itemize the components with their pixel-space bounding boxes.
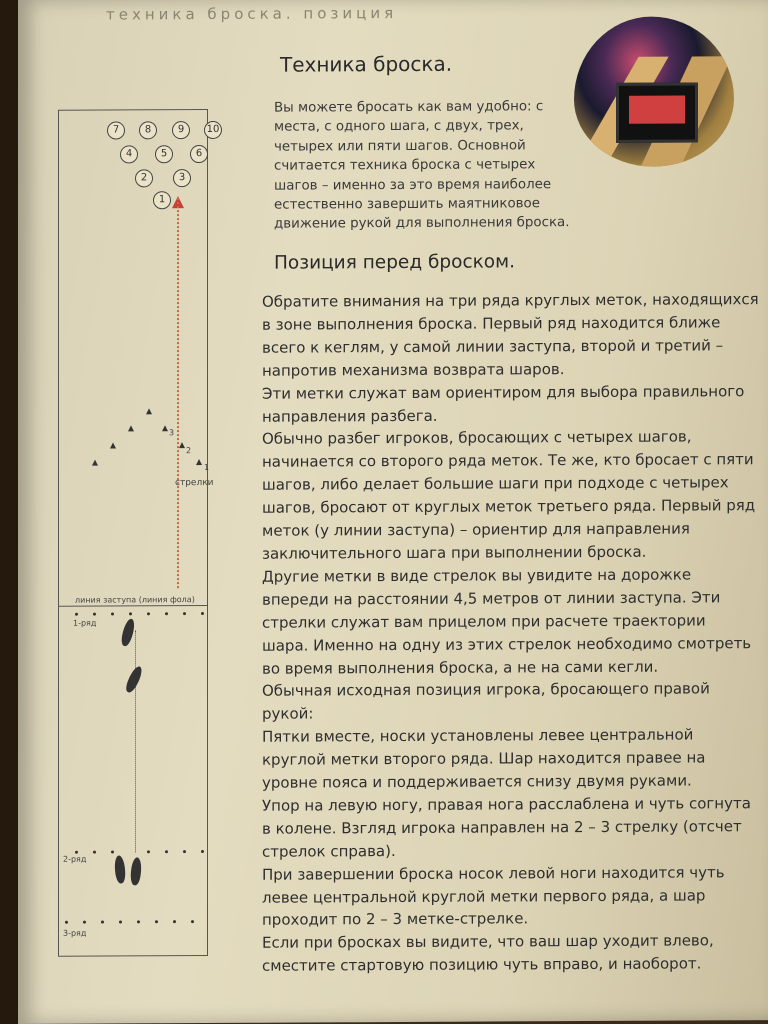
- text-line: заключительного шага при выполнении броска.: [262, 542, 647, 563]
- text-line: сместите стартовую позицию чуть вправо, и наоборот.: [262, 954, 702, 976]
- intro-line: места, с одного шага, с двух, трех,: [274, 118, 524, 136]
- section-title-position: Позиция перед броском.: [274, 251, 515, 274]
- row1-dot: [75, 613, 78, 616]
- intro-paragraph: [274, 97, 574, 234]
- row1-dot: [201, 612, 204, 615]
- row3-dot: [155, 920, 158, 923]
- foul-line-label: линия заступа (линия фола): [75, 595, 195, 605]
- aim-line: [177, 198, 179, 588]
- running-header: техника броска. позиция: [106, 4, 398, 24]
- row1-label: 1-ряд: [73, 618, 97, 628]
- text-line: шагов, бросают от круглых меток третьего ряда. Первый ряд: [262, 496, 756, 517]
- row1-dot: [129, 612, 132, 615]
- row3-dot: [173, 920, 176, 923]
- row3-label: 3-ряд: [63, 928, 87, 938]
- arrow-number-3: 3: [169, 428, 175, 438]
- text-line: левее центральной круглой метки первого ряда, а шар: [262, 885, 706, 907]
- footstep-path: [135, 630, 136, 852]
- text-line: проходит по 2 – 3 метке-стрелке.: [262, 909, 529, 930]
- text-line: направления разбега.: [262, 406, 438, 426]
- text-line: уровне пояса и поддерживается снизу двумя руками.: [262, 771, 692, 792]
- row2-dot: [75, 851, 78, 854]
- intro-line: шагов – именно за это время наиболее: [274, 176, 552, 194]
- row3-dot: [83, 921, 86, 924]
- row3-dot: [65, 921, 68, 924]
- bowling-alley-photo: [574, 16, 734, 167]
- text-line: шагов, либо делает большие шаги при подходе с четырех: [262, 473, 729, 494]
- row1-dot: [111, 612, 114, 615]
- text-line: Если при бросках вы видите, что ваш шар уходит влево,: [262, 931, 714, 953]
- foul-line: [59, 605, 207, 607]
- lane-arrow-marker: [162, 425, 168, 431]
- text-line: Упор на левую ногу, правая нога расслаблена и чуть согнута: [262, 794, 751, 815]
- text-line: рукой:: [262, 704, 314, 724]
- text-line: Обычно разбег игроков, бросающих с четырех шагов,: [262, 427, 692, 449]
- lane-arrow-marker: [196, 459, 202, 465]
- book-page: [18, 0, 768, 1024]
- row2-dot: [111, 850, 114, 853]
- text-line: меток (у линии заступа) – ориентир для направления: [262, 519, 690, 540]
- text-line: впереди на расстоянии 4,5 метров от линии заступа. Эти: [262, 588, 721, 609]
- pin-9: 9: [172, 121, 190, 139]
- intro-line: четырех или пяти шагов. Основной: [274, 138, 526, 155]
- pin-5: 5: [155, 145, 173, 163]
- section-title-technique: Техника броска.: [280, 51, 453, 77]
- row2-dot: [201, 850, 204, 853]
- position-text: [262, 288, 762, 978]
- footprint-icon: [130, 857, 142, 886]
- row2-dot: [183, 850, 186, 853]
- lane-arrow-marker: [128, 425, 134, 431]
- bowling-lane-diagram: [58, 109, 220, 957]
- text-line: Эти метки служат вам ориентиром для выбора правильного: [262, 381, 745, 403]
- text-line: шара. Именно на одну из этих стрелок необходимо смотреть: [262, 633, 752, 655]
- lane-arrow-marker: [179, 442, 185, 448]
- intro-line: естественно завершить маятниковое: [274, 196, 540, 213]
- footprint-icon: [124, 665, 145, 695]
- footprint-icon: [120, 618, 137, 648]
- arrow-number-2: 2: [186, 446, 192, 456]
- text-line: Пятки вместе, носки установлены левее центральной: [262, 725, 694, 746]
- intro-line: считается техника броска с четырех: [274, 157, 536, 174]
- text-line: напротив механизма возврата шаров.: [262, 359, 565, 380]
- arrows-label: стрелки: [175, 477, 214, 489]
- pin-8: 8: [139, 121, 157, 139]
- text-line: начинается со второго ряда меток. Те же, кто бросает с пяти: [262, 450, 754, 472]
- text-line: во время выполнения броска, а не на сами кегли.: [262, 657, 659, 678]
- row3-dot: [101, 921, 104, 924]
- text-line: Другие метки в виде стрелок вы увидите на дорожке: [262, 565, 692, 586]
- intro-line: движение рукой для выполнения броска.: [274, 215, 570, 233]
- pin-6: 6: [190, 145, 208, 163]
- lane-arrow-marker: [110, 442, 116, 448]
- text-line: в зоне выполнения броска. Первый ряд находится ближе: [262, 313, 721, 334]
- row1-dot: [183, 612, 186, 615]
- intro-line: Вы можете бросать как вам удобно: с: [274, 99, 544, 116]
- arrow-number-1: 1: [204, 462, 210, 473]
- lane-arrow-marker: [146, 408, 152, 414]
- pin-3: 3: [173, 169, 191, 187]
- pin-2: 2: [135, 169, 153, 187]
- book-binding-shadow: [0, 0, 20, 1024]
- text-line: стрелок справа).: [262, 841, 396, 861]
- row2-dot: [147, 850, 150, 853]
- row1-dot: [147, 612, 150, 615]
- row1-dot: [93, 613, 96, 616]
- pin-4: 4: [120, 145, 138, 163]
- text-line: Обычная исходная позиция игрока, бросающего правой: [262, 679, 710, 701]
- row3-dot: [191, 920, 194, 923]
- row2-dot: [165, 850, 168, 853]
- row3-dot: [119, 920, 122, 923]
- text-line: всего к кеглям, у самой линии заступа, второй и третий –: [262, 336, 724, 357]
- row3-dot: [137, 920, 140, 923]
- text-line: круглой метки второго ряда. Шар находится правее на: [262, 748, 706, 769]
- text-line: стрелки служат вам прицелом при расчете траектории: [262, 611, 706, 632]
- row2-dot: [93, 851, 96, 854]
- row2-label: 2-ряд: [63, 854, 87, 864]
- footprint-icon: [114, 855, 126, 884]
- text-line: Обратите внимания на три ряда круглых меток, находящихся: [262, 290, 759, 311]
- pin-10: 10: [204, 121, 222, 139]
- pin-7: 7: [107, 121, 125, 139]
- text-line: При завершении броска носок левой ноги находится чуть: [262, 862, 725, 884]
- lane-arrow-marker: [92, 460, 98, 466]
- text-line: в колене. Взгляд игрока направлен на 2 – 3 стрелку (отсчет: [262, 817, 742, 838]
- pin-1: 1: [153, 191, 171, 209]
- row1-dot: [165, 612, 168, 615]
